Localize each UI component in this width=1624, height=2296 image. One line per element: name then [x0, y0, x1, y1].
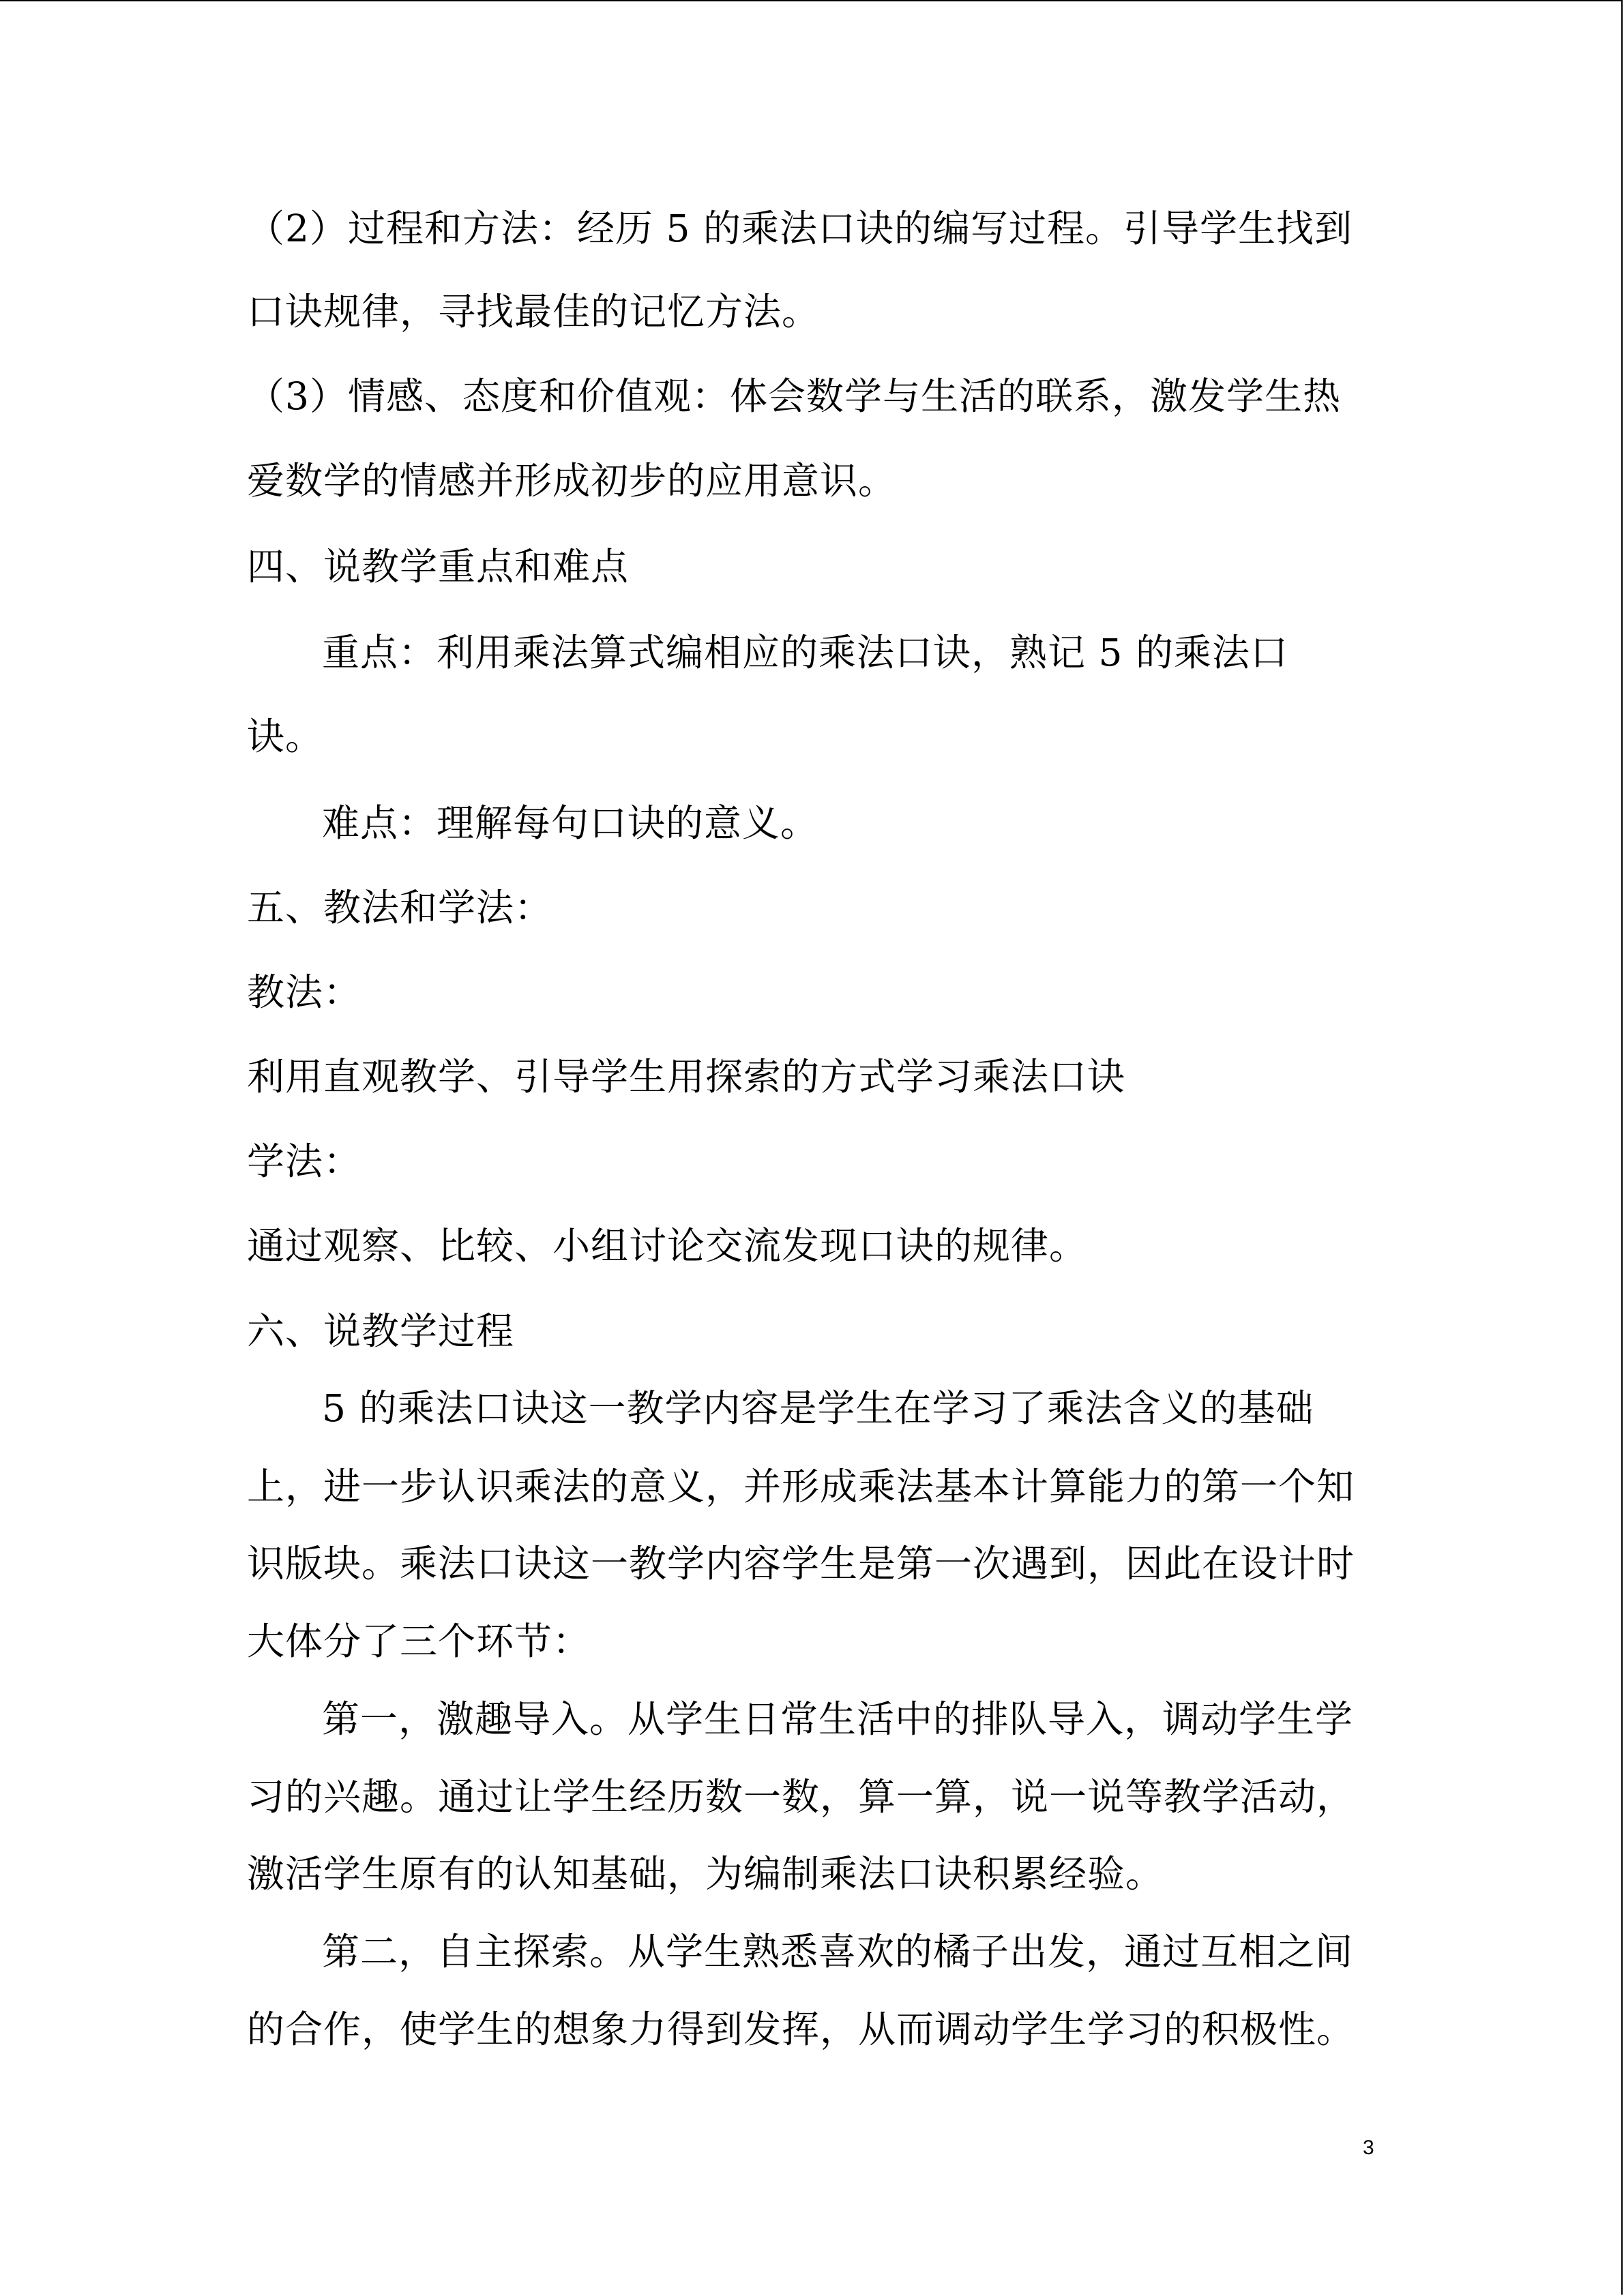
text-line: 爱数学的情感并形成初步的应用意识。	[247, 459, 897, 503]
text-line: （3）情感、态度和价值观：体会数学与生活的联系，激发学生热	[247, 374, 1341, 418]
text-line: 利用直观教学、引导学生用探索的方式学习乘法口诀	[247, 1055, 1126, 1099]
page-number: 3	[1363, 2136, 1374, 2159]
text-line: 第一，激趣导入。从学生日常生活中的排队导入，调动学生学	[322, 1697, 1354, 1741]
text-line: 第二，自主探索。从学生熟悉喜欢的橘子出发，通过互相之间	[322, 1930, 1354, 1973]
section-heading: 六、说教学过程	[247, 1309, 515, 1353]
text-line: 口诀规律，寻找最佳的记忆方法。	[247, 290, 821, 333]
subheading: 教法：	[247, 970, 362, 1014]
text-line: 大体分了三个环节：	[247, 1620, 591, 1663]
text-line: 上，进一步认识乘法的意义，并形成乘法基本计算能力的第一个知	[247, 1465, 1355, 1508]
text-line: 识版块。乘法口诀这一教学内容学生是第一次遇到，因此在设计时	[247, 1542, 1355, 1585]
text-line: 诀。	[247, 715, 324, 758]
text-line: 5 的乘法口诀这一教学内容是学生在学习了乘法含义的基础	[322, 1386, 1314, 1430]
text-line: 习的兴趣。通过让学生经历数一数，算一算，说一说等教学活动，	[247, 1775, 1355, 1819]
text-line: 通过观察、比较、小组讨论交流发现口诀的规律。	[247, 1224, 1088, 1268]
text-line: 重点：利用乘法算式编相应的乘法口诀，熟记 5 的乘法口	[322, 631, 1288, 674]
text-line: 激活学生原有的认知基础，为编制乘法口诀积累经验。	[247, 1852, 1164, 1896]
subheading: 学法：	[247, 1139, 362, 1183]
text-line: 难点：理解每句口诀的意义。	[322, 801, 819, 845]
text-line: （2）过程和方法：经历 5 的乘法口诀的编写过程。引导学生找到	[247, 207, 1353, 250]
section-heading: 四、说教学重点和难点	[247, 545, 630, 588]
section-heading: 五、教法和学法：	[247, 886, 553, 929]
text-line: 的合作，使学生的想象力得到发挥，从而调动学生学习的积极性。	[247, 2008, 1355, 2051]
